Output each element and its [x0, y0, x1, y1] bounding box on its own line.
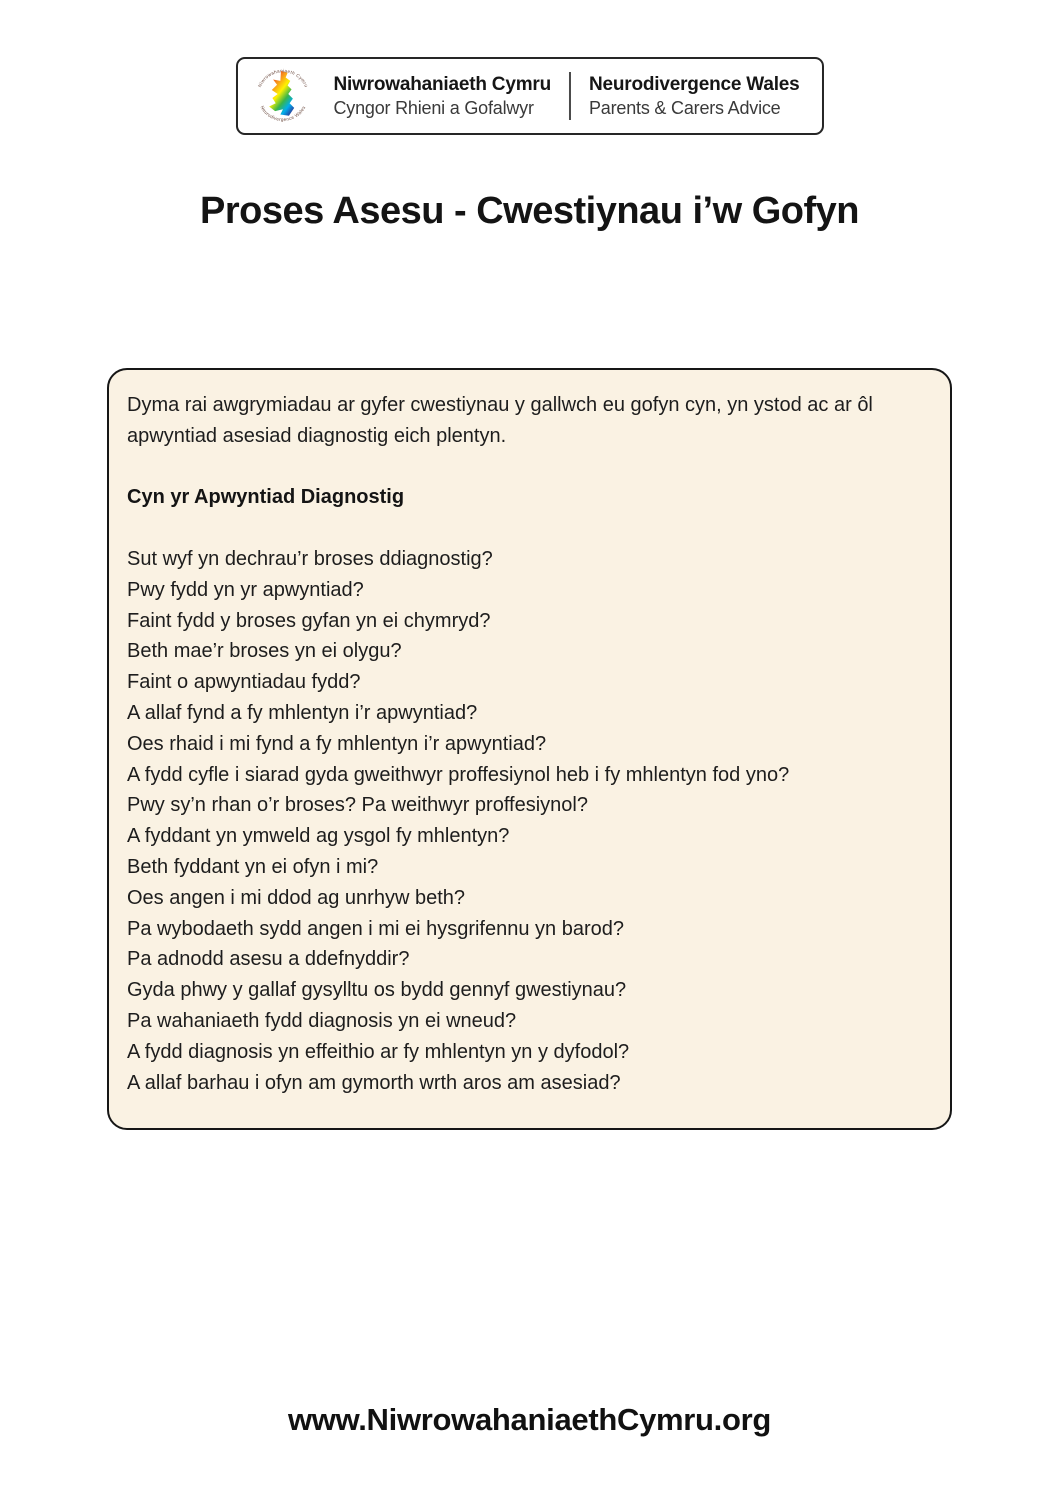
page-title: Proses Asesu - Cwestiynau i’w Gofyn [200, 190, 859, 232]
questions-panel [107, 368, 952, 1130]
brand-english-subtitle: Parents & Carers Advice [589, 97, 781, 118]
question-line: A fydd diagnosis yn effeithio ar fy mhlentyn yn y dyfodol? [127, 1040, 630, 1063]
question-line: Gyda phwy y gallaf gysylltu os bydd gennyf gwestiynau? [127, 979, 627, 1002]
question-line: Beth fyddant yn ei ofyn i mi? [127, 855, 379, 878]
questions-list [127, 544, 930, 1098]
question-line: Oes angen i mi ddod ag unrhyw beth? [127, 886, 465, 909]
question-line: A fydd cyfle i siarad gyda gweithwyr proffesiynol heb i fy mhlentyn fod yno? [127, 763, 790, 786]
brand-divider [569, 72, 571, 120]
question-line: Oes rhaid i mi fynd a fy mhlentyn i’r apwyntiad? [127, 732, 547, 755]
svg-text:Neurodivergence Wales: Neurodivergence Wales [258, 104, 306, 123]
intro-paragraph: Dyma rai awgrymiadau ar gyfer cwestiynau y gallwch eu gofyn cyn, yn ystod ac ar ôl apwyntiad asesiad diagnostig eich plentyn. [127, 394, 873, 447]
question-line: Pa adnodd asesu a ddefnyddir? [127, 948, 410, 971]
question-line: Pwy sy’n rhan o’r broses? Pa weithwyr proffesiynol? [127, 794, 588, 817]
wales-map-rainbow-icon [249, 63, 315, 129]
question-line: A allaf barhau i ofyn am gymorth wrth aros am asesiad? [127, 1071, 621, 1094]
website-url[interactable]: www.NiwrowahaniaethCymru.org [287, 1402, 772, 1437]
brand-welsh-subtitle: Cyngor Rhieni a Gofalwyr [333, 97, 534, 118]
question-line: Pwy fydd yn yr apwyntiad? [127, 578, 364, 601]
svg-text:Niwrowahaniaeth Cymru: Niwrowahaniaeth Cymru [256, 68, 309, 89]
question-line: Sut wyf yn dechrau’r broses ddiagnostig? [127, 548, 493, 570]
brand-english [589, 73, 800, 119]
brand-english-title: Neurodivergence Wales [589, 73, 800, 95]
logo-banner [235, 57, 823, 135]
question-line: A fyddant yn ymweld ag ysgol fy mhlentyn? [127, 825, 510, 848]
question-line: Faint o apwyntiadau fydd? [127, 671, 361, 694]
brand-welsh [333, 73, 551, 119]
question-line: Pa wybodaeth sydd angen i mi ei hysgrifennu yn barod? [127, 917, 624, 940]
question-line: A allaf fynd a fy mhlentyn i’r apwyntiad? [127, 701, 478, 724]
section-heading: Cyn yr Apwyntiad Diagnostig [127, 486, 405, 508]
question-line: Pa wahaniaeth fydd diagnosis yn ei wneud? [127, 1009, 517, 1032]
brand-welsh-title: Niwrowahaniaeth Cymru [333, 73, 551, 95]
question-line: Beth mae’r broses yn ei olygu? [127, 640, 402, 663]
question-line: Faint fydd y broses gyfan yn ei chymryd? [127, 609, 491, 632]
